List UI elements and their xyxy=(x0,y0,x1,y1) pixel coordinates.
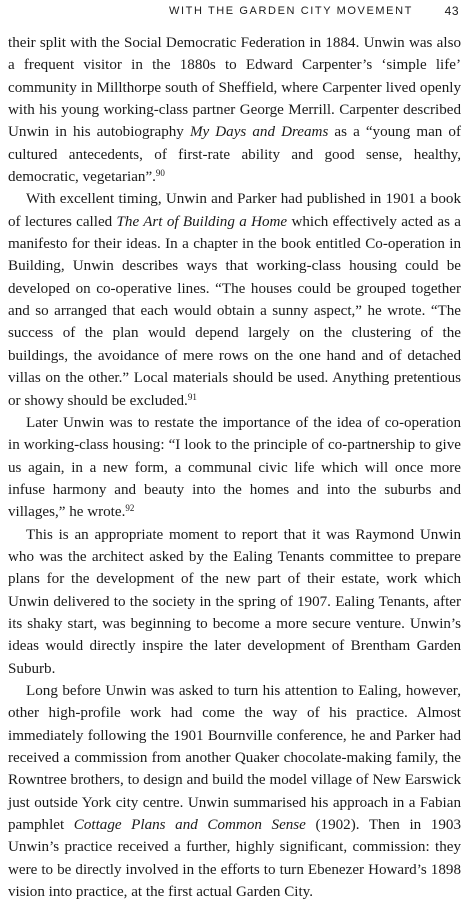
footnote-ref-90: 90 xyxy=(155,168,165,179)
pamphlet-title: Cottage Plans and Common Sense xyxy=(73,817,306,834)
book-title: My Days and Dreams xyxy=(189,124,329,141)
paragraph-1 xyxy=(8,32,461,188)
footnote-ref-92: 92 xyxy=(125,503,135,514)
text-segment: (1902). Then in 1903 Unwin’s practice received a further, highly significant, commission: they were to be directly involved in the efforts to turn Ebenezer Howard’s 1898 vision into practice, at the first actual Garden City. xyxy=(8,817,461,901)
paragraph-2 xyxy=(8,188,461,411)
running-head xyxy=(8,1,461,23)
text-segment: as a “young man of cultured antecedents, of first-rate ability and good sense, healthy, democratic, vegetarian”. xyxy=(8,124,461,186)
footnote-ref-91: 91 xyxy=(187,391,197,402)
text-segment: This is an appropriate moment to report that it was Raymond Unwin who was the architect asked by the Ealing Tenants committee to prepare plans for the development of the new part of their estate, work which Unwin delivered to the society in the spring of 1907. Ealing Tenants, after its shaky start, was beginning to become a more secure venture. Unwin’s ideas would directly inspire the later development of Brentham Garden Suburb. xyxy=(8,526,461,677)
text-segment: Long before Unwin was asked to turn his attention to Ealing, however, other high-profile work had come the way of his practice. Almost immediately following the 1901 Bournville conference, he and Parker had received a commission from another Quaker chocolate-making family, the Rowntree brothers, to design and build the model village of New Earswick just outside York city centre. Unwin summarised his approach in a Fabian pamphlet xyxy=(8,682,461,834)
text-segment: With excellent timing, Unwin and Parker had published in 1901 a book of lectures called xyxy=(8,191,461,230)
paragraph-4 xyxy=(8,524,461,680)
text-segment: Later Unwin was to restate the importance of the idea of co-operation in working-class housing: “I look to the principle of co-partnership to give us again, in a new form, a communal civic life which will once more infuse harmony and beauty into the homes and into the suburbs and villages,” he wrote. xyxy=(8,414,461,521)
book-title: The Art of Building a Home xyxy=(116,213,288,230)
text-segment: their split with the Social Democratic Federation in 1884. Unwin was also a frequent visitor in the 1880s to Edward Carpenter’s ‘simple life’ community in Millthorpe south of Sheffield, where Carpenter lived openly with his young working-class partner George Merrill. Carpenter described Unwin in his autobiography xyxy=(8,35,461,141)
paragraph-3 xyxy=(8,412,461,524)
body-text xyxy=(8,32,461,903)
paragraph-5 xyxy=(8,680,461,903)
text-segment: which effectively acted as a manifesto for their ideas. In a chapter in the book entitled Co-operation in Building, Unwin describes ways that working-class housing could be developed on co-operative lines. “The houses could be grouped together and so arranged that each would obtain a sunny aspect,” he wrote. “The success of the plan would depend largely on the clustering of the buildings, the avoidance of mere rows on the one hand and of detached villas on the other.” Local materials should be used. Anything pretentious or showy should be excluded. xyxy=(8,213,461,409)
page-number: 43 xyxy=(444,4,459,18)
running-head-title: WITH THE GARDEN CITY MOVEMENT xyxy=(168,5,413,17)
